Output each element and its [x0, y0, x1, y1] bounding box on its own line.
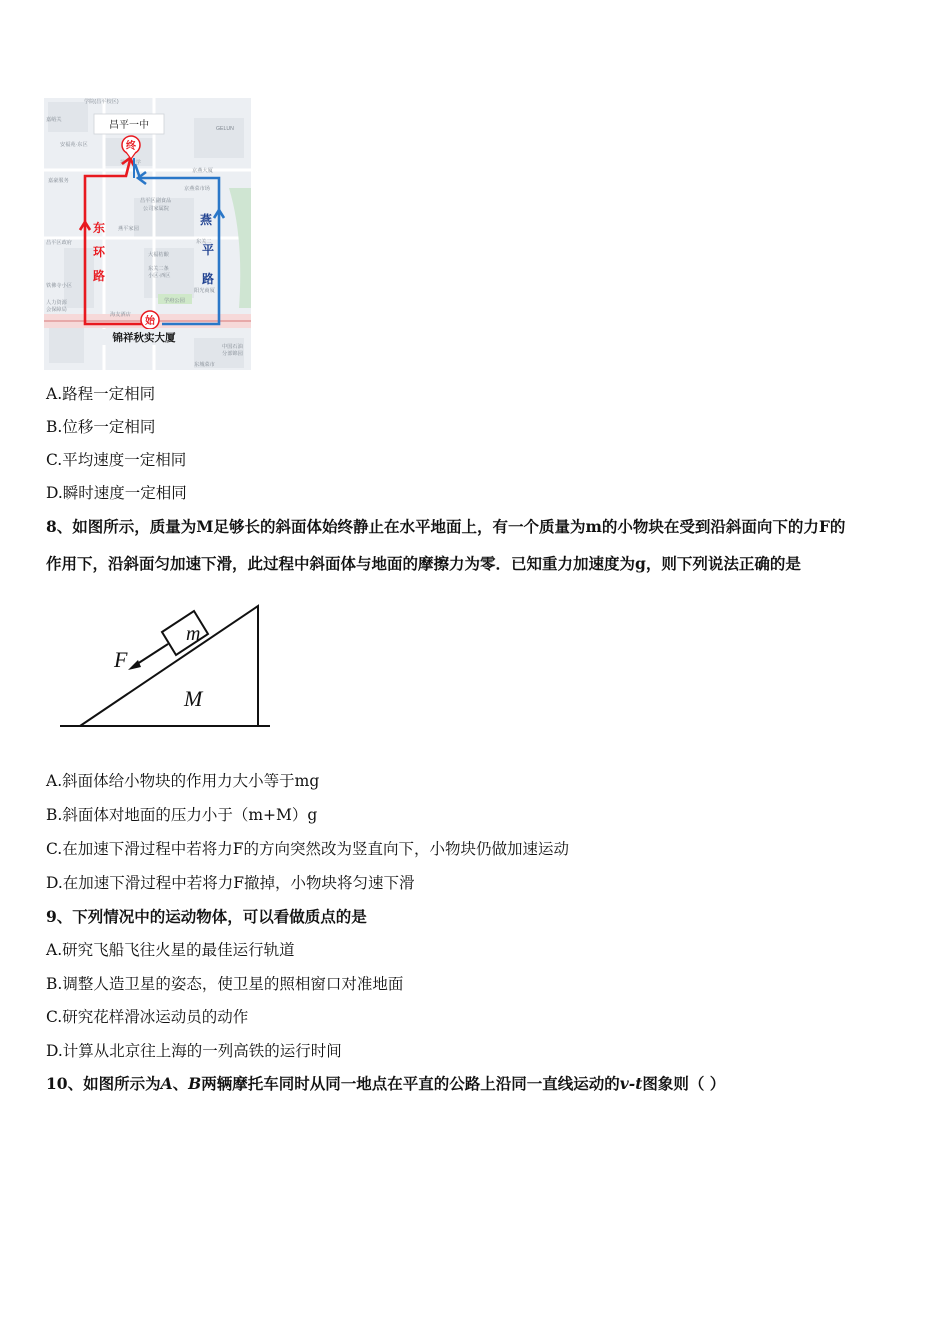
poi: 人力资源: [46, 300, 67, 306]
route-map: [44, 98, 251, 370]
q8-option-c: C.在加速下滑过程中若将力F的方向突然改为竖直向下，小物块仍做加速运动: [46, 840, 569, 858]
incline-figure: [58, 600, 273, 730]
left-road-char: 东: [93, 221, 106, 235]
q9-option-b: B.调整人造卫星的姿态，使卫星的照相窗口对准地面: [46, 975, 404, 993]
q7-option-c: C.平均速度一定相同: [46, 451, 187, 469]
right-road-char: 平: [202, 243, 215, 257]
poi: 东城菜市: [194, 362, 215, 368]
q8-stem-line2: 作用下，沿斜面匀加速下滑，此过程中斜面体与地面的摩擦力为零．已知重力加速度为g，则下列说法正确的是: [46, 554, 801, 573]
incline-label: M: [184, 686, 203, 711]
poi: 学府公园: [164, 298, 185, 304]
poi: 公司家属院: [143, 206, 169, 212]
left-road-char: 路: [93, 269, 106, 283]
poi: 分部锦园: [222, 351, 243, 357]
q8-option-a: A.斜面体给小物块的作用力大小等于mg: [46, 772, 320, 790]
q8-option-d: D.在加速下滑过程中若将力F撤掉，小物块将匀速下滑: [46, 874, 415, 892]
poi: 安福苑·东区: [60, 142, 88, 148]
poi: 阳光商厦: [194, 288, 215, 294]
poi: 东关二: [196, 239, 212, 245]
left-road-char: 环: [93, 245, 106, 259]
svg-text:始: 始: [145, 316, 155, 327]
poi: 学院(昌平校区): [84, 99, 119, 105]
right-road-char: 路: [202, 272, 215, 286]
poi: 燕平家园: [118, 226, 139, 232]
q9-option-d: D.计算从北京往上海的一列高铁的运行时间: [46, 1042, 342, 1060]
q9-stem: 9、下列情况中的运动物体，可以看做质点的是: [46, 907, 367, 926]
q7-option-d: D.瞬时速度一定相同: [46, 484, 187, 502]
map-bottom-label: 锦祥秋实大厦: [112, 332, 176, 344]
poi: 昌平区副食品: [140, 198, 172, 204]
poi: 小区·西区: [148, 273, 171, 279]
poi: 京燕菜市场: [184, 186, 210, 192]
poi: 大福桔酿: [148, 252, 169, 258]
q7-option-a: A.路程一定相同: [46, 385, 156, 403]
q8-option-b: B.斜面体对地面的压力小于（m+M）g: [46, 806, 318, 824]
poi: GELUN: [216, 126, 234, 132]
q10-stem: 10、如图所示为A、B两辆摩托车同时从同一地点在平直的公路上沿同一直线运动的v-t图象则（ ）: [46, 1074, 726, 1093]
map-top-label: 昌平一中: [109, 120, 149, 131]
force-label: F: [114, 647, 128, 672]
q9-option-a: A.研究飞船飞往火星的最佳运行轨道: [46, 941, 295, 959]
block-label: m: [186, 623, 201, 645]
poi: 海友酒店: [110, 312, 131, 318]
start-marker: [141, 311, 159, 329]
q8-stem-line1: 8、如图所示，质量为M足够长的斜面体始终静止在水平地面上，有一个质量为m的小物块在受到沿斜面向下的力F的: [46, 517, 846, 536]
poi: 嘉峪关: [46, 117, 62, 123]
poi: 京燕大厦: [192, 168, 213, 174]
poi: 东关二条: [148, 266, 169, 272]
poi: 中国石油: [222, 344, 243, 350]
poi: 铁佛寺小区: [46, 283, 72, 289]
poi: 昌平区政府: [46, 240, 72, 246]
svg-text:终: 终: [126, 141, 136, 152]
q9-option-c: C.研究花样滑冰运动员的动作: [46, 1008, 249, 1026]
q7-option-b: B.位移一定相同: [46, 418, 156, 436]
poi: 嘉豪服务: [48, 178, 69, 184]
poi: 第一中学: [120, 160, 141, 166]
right-road-char: 燕: [200, 213, 213, 227]
poi: 会保障局: [46, 307, 67, 313]
